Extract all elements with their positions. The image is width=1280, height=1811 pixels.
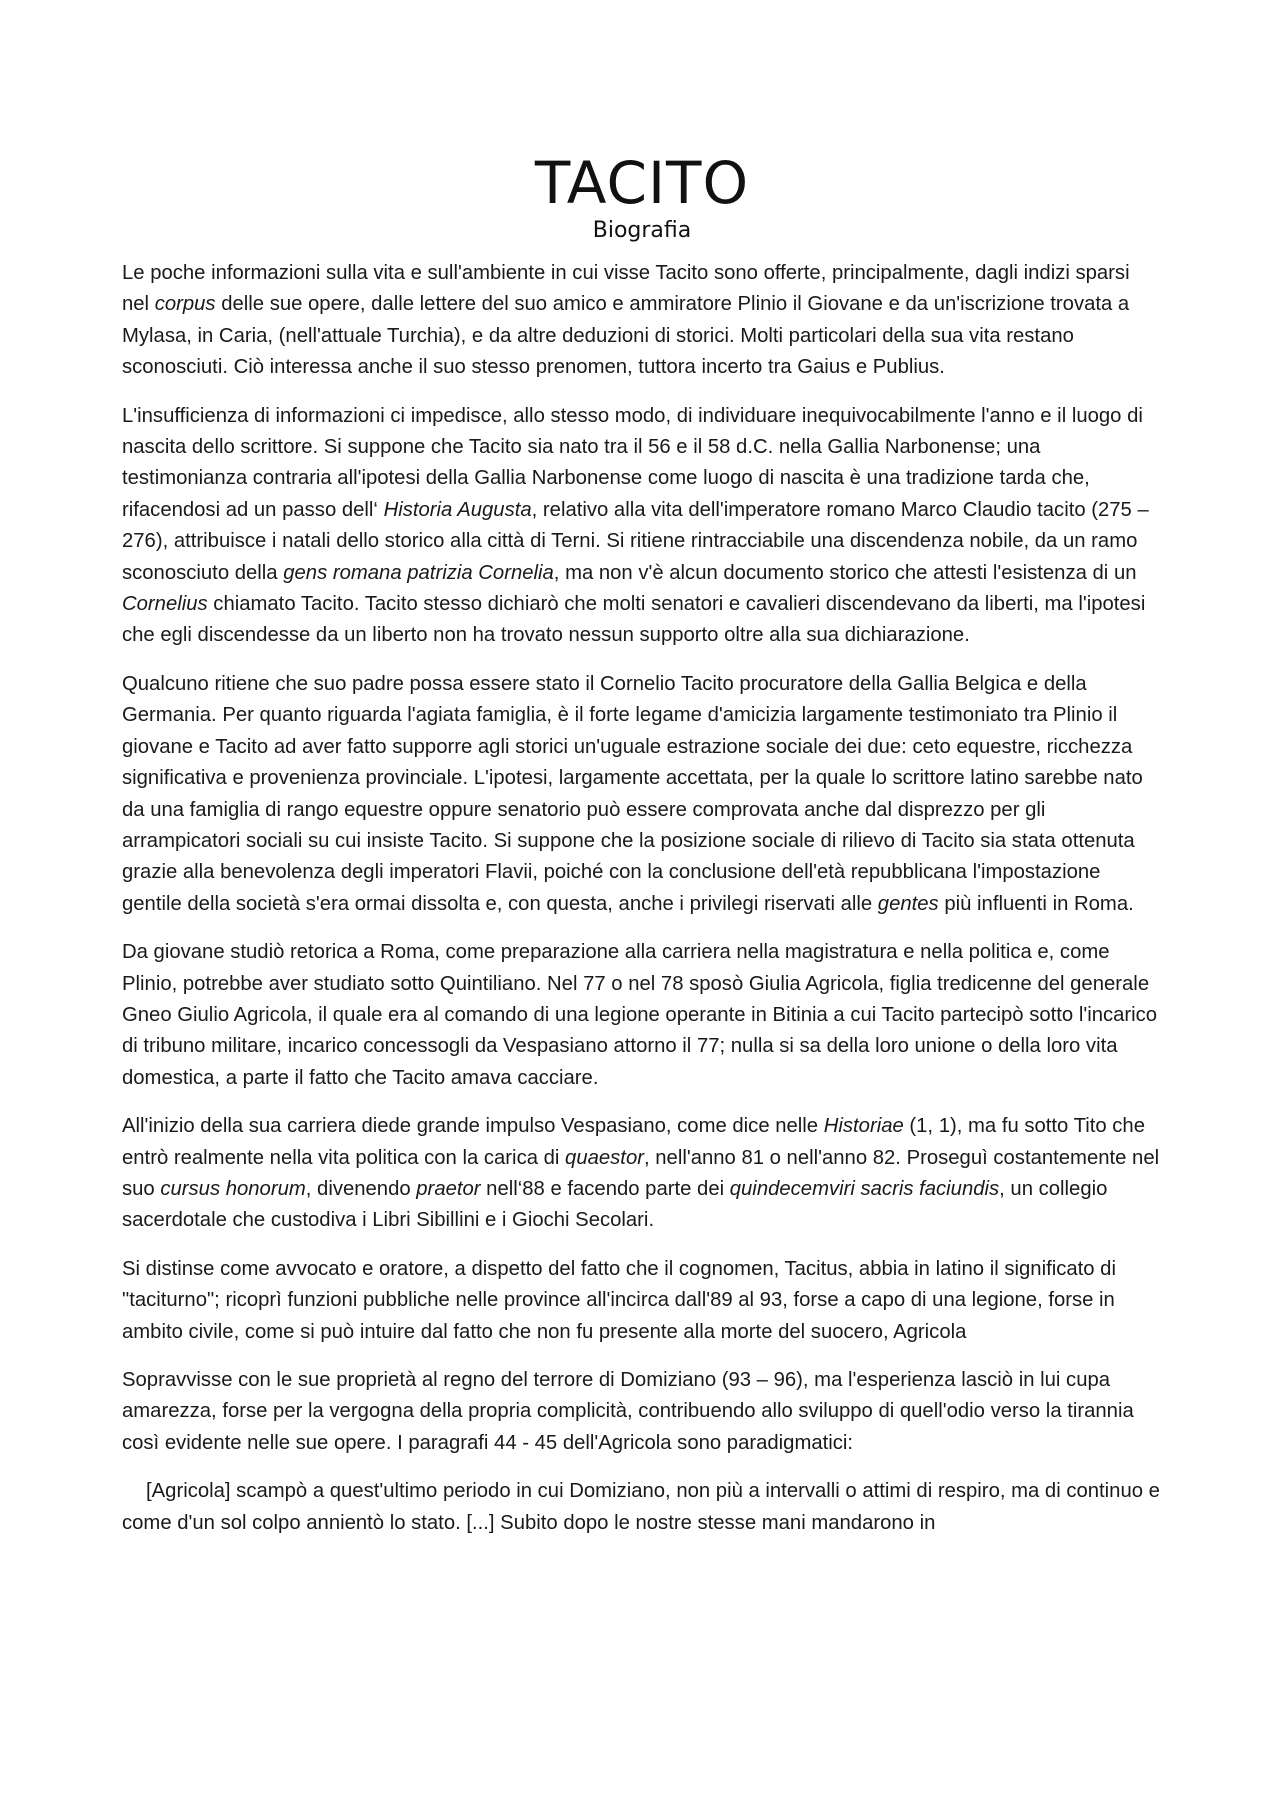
italic-text: gentes	[877, 892, 939, 915]
body-paragraph	[122, 1111, 1162, 1237]
body-paragraph	[122, 401, 1162, 652]
paragraph-text: più influenti in Roma.	[938, 892, 1134, 915]
italic-text: Historia Augusta	[383, 498, 532, 521]
block-quote	[122, 1476, 1162, 1539]
paragraph-text: All'inizio della sua carriera diede grande impulso Vespasiano, come dice nelle	[122, 1115, 824, 1138]
paragraph-text: Da giovane studiò retorica a Roma, come preparazione alla carriera nella magistratura e nella politica e, come Plinio, potrebbe aver studiato sotto Quintiliano. Nel 77 o nel 78 sposò Giulia Agricola, figlia tredicenne del generale Gneo Giulio Agricola, il quale era al comando di una legione operante in Bitinia a cui Tacito partecipò sotto l'incarico di tribuno militare, incarico concessogli da Vespasiano attorno il 77; nulla si sa della loro unione o della loro vita domestica, a parte il fatto che Tacito amava cacciare.	[122, 941, 1158, 1089]
body-paragraph	[122, 669, 1162, 920]
paragraph-text: delle sue opere, dalle lettere del suo amico e ammiratore Plinio il Giovane e da un'iscrizione trovata a Mylasa, in Caria, (nell'attuale Turchia), e da altre deduzioni di storici. Molti particolari della sua vita restano sconosciuti. Ciò interessa anche il suo stesso prenomen, tuttora incerto tra Gaius e Publius.	[122, 293, 1130, 379]
paragraph-text: , nell'anno 81 o nell'anno 82. Proseguì costantemente nel suo	[122, 1146, 1160, 1200]
body-paragraph	[122, 258, 1162, 384]
paragraph-text: [Agricola] scampò a quest'ultimo periodo in cui Domiziano, non più a intervalli o attimi di respiro, ma di continuo e come d'un sol colpo annientò lo stato. [...] Subito dopo le nostre stesse mani mandarono in	[122, 1480, 1160, 1534]
italic-text: praetor	[416, 1177, 481, 1200]
body-paragraph	[122, 937, 1162, 1094]
paragraph-text: Qualcuno ritiene che suo padre possa essere stato il Cornelio Tacito procuratore della Gallia Belgica e della Germania. Per quanto riguarda l'agiata famiglia, è il forte legame d'amicizia largamente testimoniato tra Plinio il giovane e Tacito ad aver fatto supporre agli storici un'uguale estrazione sociale dei due: ceto equestre, ricchezza significativa e provenienza provinciale. L'ipotesi, largamente accettata, per la quale lo scrittore latino sarebbe nato da una famiglia di rango equestre oppure senatorio può essere comprovata anche dal disprezzo per gli arrampicatori sociali su cui insiste Tacito. Si suppone che la posizione sociale di rilievo di Tacito sia stata ottenuta grazie alla benevolenza degli imperatori Flavii, poiché con la conclusione dell'età repubblicana l'impostazione gentile della società s'era ormai dissolta e, con questa, anche i privilegi riservati alle	[122, 672, 1143, 915]
body-paragraph	[122, 1254, 1162, 1348]
paragraph-text: , ma non v'è alcun documento storico che attesti l'esistenza di un	[553, 561, 1137, 584]
paragraph-text: Le poche informazioni sulla vita e sull'ambiente in cui visse Tacito sono offerte, principalmente, dagli indizi sparsi nel	[122, 262, 1130, 316]
paragraph-text: Si distinse come avvocato e oratore, a dispetto del fatto che il cognomen, Tacitus, abbia in latino il significato di "taciturno"; ricoprì funzioni pubbliche nelle province all'incirca dall'89 al 93, forse a capo di una legione, forse in ambito civile, come si può intuire dal fatto che non fu presente alla morte del suocero, Agricola	[122, 1257, 1116, 1343]
italic-text: quindecemviri sacris faciundis	[729, 1177, 1000, 1200]
page-subtitle: Biografia	[592, 218, 692, 243]
italic-text: Historiae	[823, 1115, 904, 1138]
paragraph-text: Sopravvisse con le sue proprietà al regno del terrore di Domiziano (93 – 96), ma l'esperienza lasciò in lui cupa amarezza, forse per la vergogna della propria complicità, contribuendo allo sviluppo di quell'odio verso la tirannia così evidente nelle sue opere. I paragrafi 44 - 45 dell'Agricola sono paradigmatici:	[122, 1369, 1134, 1454]
paragraph-text: , divenendo	[305, 1177, 417, 1200]
document-body	[122, 258, 1162, 1539]
italic-text: Cornelius	[122, 593, 208, 616]
italic-text: quaestor	[565, 1146, 644, 1169]
italic-text: cursus honorum	[160, 1177, 306, 1200]
paragraph-text: (1, 1), ma fu sotto Tito che entrò realmente nella vita politica con la carica di	[122, 1115, 1145, 1169]
paragraph-text: , relativo alla vita dell'imperatore romano Marco Claudio tacito (275 – 276), attribuisce i natali dello storico alla città di Terni. Si ritiene rintracciabile una discendenza nobile, da un ramo sconosciuto della	[122, 498, 1149, 584]
italic-text: gens romana patrizia Cornelia	[283, 561, 554, 584]
body-paragraph	[122, 1365, 1162, 1459]
paragraph-text: , un collegio sacerdotale che custodiva i Libri Sibillini e i Giochi Secolari.	[122, 1177, 1108, 1232]
page-title: TACITO	[534, 149, 750, 217]
paragraph-text: nell‘88 e facendo parte dei	[480, 1177, 730, 1200]
paragraph-text: L'insufficienza di informazioni ci impedisce, allo stesso modo, di individuare inequivocabilmente l'anno e il luogo di nascita dello scrittore. Si suppone che Tacito sia nato tra il 56 e il 58 d.C. nella Gallia Narbonense; una testimonianza contraria all'ipotesi della Gallia Narbonense come luogo di nascita è una tradizione tarda che, rifacendosi ad un passo dell‘	[122, 404, 1143, 521]
paragraph-text: chiamato Tacito. Tacito stesso dichiarò che molti senatori e cavalieri discendevano da liberti, ma l'ipotesi che egli discendesse da un liberto non ha trovato nessun supporto oltre alla sua dichiarazione.	[122, 593, 1146, 647]
italic-text: corpus	[154, 293, 216, 316]
